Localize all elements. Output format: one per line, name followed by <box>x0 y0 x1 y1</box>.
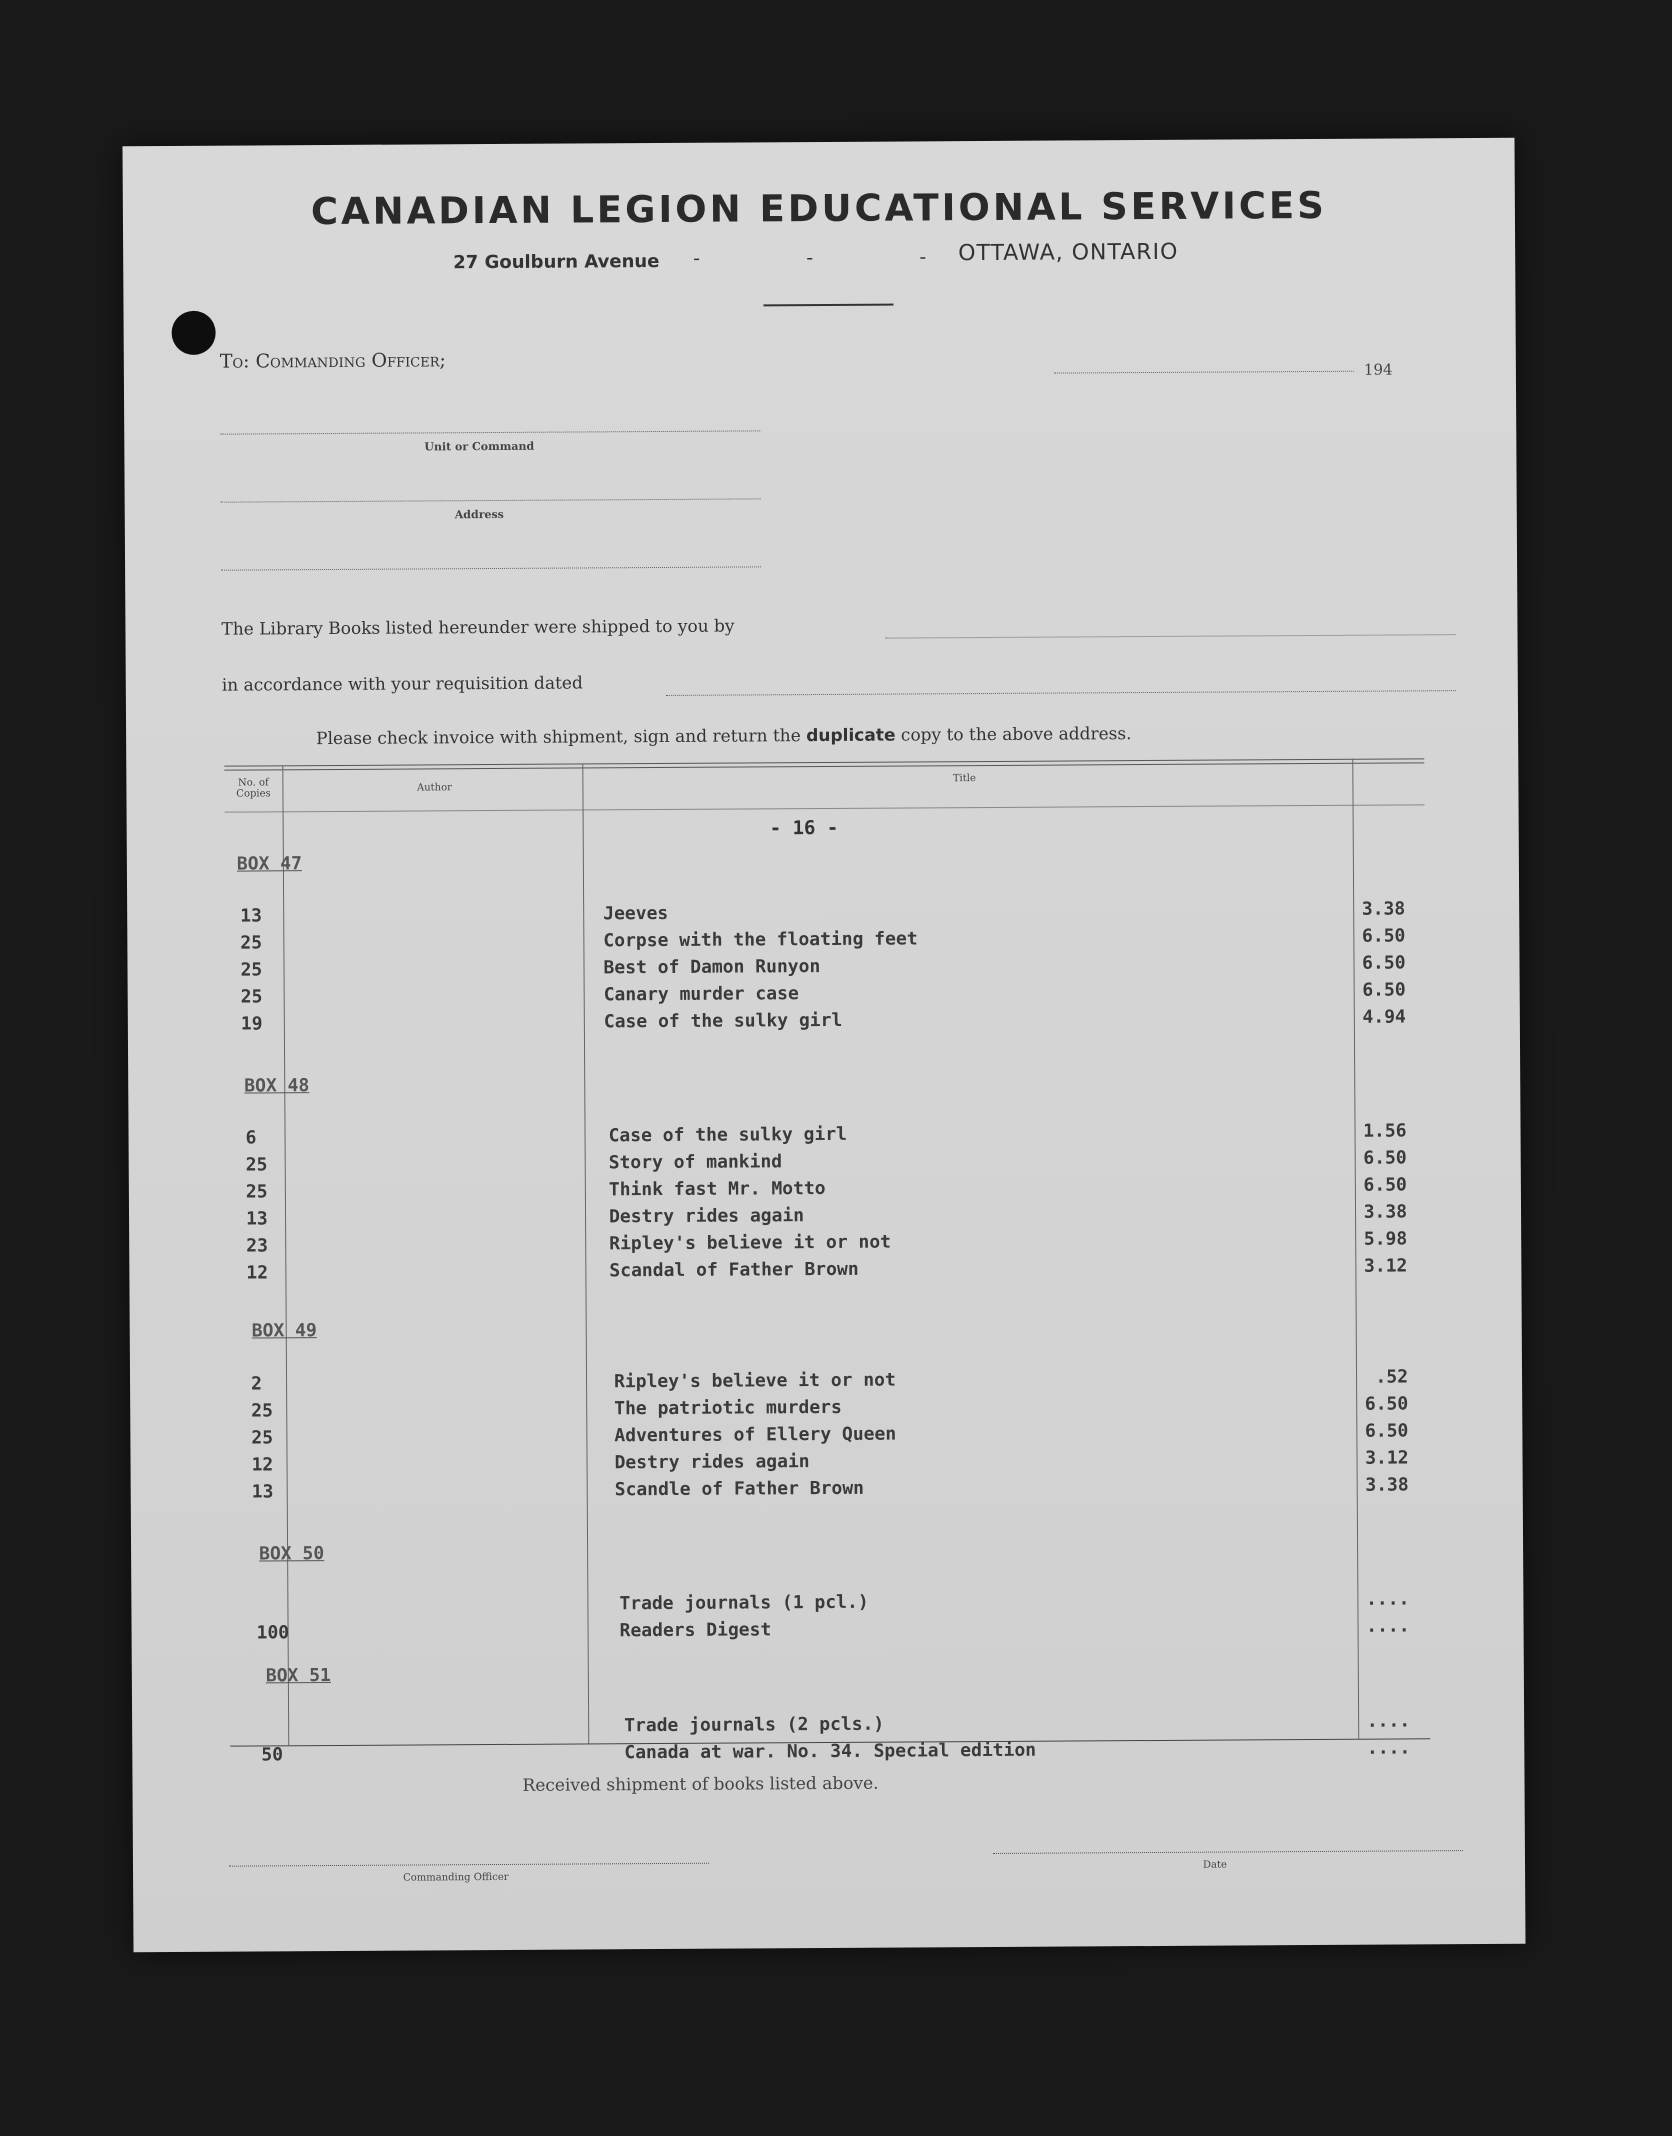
price-cell: .... <box>1365 1588 1410 1610</box>
title-cell: Canada at war. No. 34. Special edition <box>624 1739 1037 1764</box>
header-rule <box>763 304 893 307</box>
page-number: - 16 - <box>769 816 839 840</box>
city-address: OTTAWA, ONTARIO <box>958 239 1179 267</box>
address-dashes: - - - <box>693 244 977 270</box>
price-cell: .... <box>1366 1710 1411 1732</box>
title-cell: Destry rides again <box>614 1451 810 1474</box>
copies-cell: 50 <box>261 1744 284 1766</box>
copies-cell: 13 <box>240 905 262 927</box>
address-fill-line-2 <box>221 566 761 570</box>
title-cell: Scandle of Father Brown <box>614 1477 865 1501</box>
price-cell: .52 <box>1375 1366 1409 1388</box>
received-statement: Received shipment of books listed above. <box>522 1773 879 1796</box>
copies-cell: 6 <box>245 1127 257 1149</box>
title-cell: Ripley's believe it or not <box>613 1369 896 1393</box>
copies-cell: 25 <box>240 986 263 1008</box>
price-cell: 1.56 <box>1363 1120 1407 1142</box>
price-cell: 6.50 <box>1364 1420 1409 1442</box>
title-cell: Trade journals (2 pcls.) <box>624 1713 885 1737</box>
shipped-sentence: The Library Books listed hereunder were shipped to you by <box>221 616 735 640</box>
address-fill-line <box>221 498 761 502</box>
date-label: Date <box>1202 1859 1227 1871</box>
requisition-fill-line <box>666 690 1456 696</box>
col-copies-header: No. of Copies <box>236 777 271 800</box>
box-label: BOX 48 <box>244 1075 310 1097</box>
title-cell: Jeeves <box>603 902 669 925</box>
table-header-rule <box>225 804 1425 812</box>
col-author-header: Author <box>416 782 452 794</box>
box-label: BOX 50 <box>259 1543 325 1565</box>
title-cell: Corpse with the floating feet <box>603 928 918 952</box>
copies-cell: 25 <box>240 959 263 981</box>
price-cell: 3.38 <box>1365 1474 1409 1496</box>
title-cell: Story of mankind <box>608 1151 783 1174</box>
shipped-by-fill-line <box>886 634 1456 638</box>
title-cell: Adventures of Ellery Queen <box>614 1423 897 1447</box>
price-cell: 6.50 <box>1364 1393 1409 1415</box>
organization-name: CANADIAN LEGION EDUCATIONAL SERVICES <box>310 183 1328 234</box>
price-cell: .... <box>1366 1615 1410 1637</box>
unit-label: Unit or Command <box>424 439 535 454</box>
officer-label: Commanding Officer <box>403 1871 509 1884</box>
box-label: BOX 47 <box>236 853 302 875</box>
date-fill-line <box>1054 371 1354 374</box>
copies-cell: 25 <box>245 1154 268 1176</box>
price-cell: 3.38 <box>1361 898 1406 920</box>
title-cell: Case of the sulky girl <box>603 1009 843 1033</box>
requisition-sentence: in accordance with your requisition dated <box>221 673 583 696</box>
copies-cell: 19 <box>240 1013 263 1035</box>
address-label: Address <box>454 507 504 522</box>
copies-cell: 100 <box>256 1622 290 1644</box>
title-cell: Ripley's believe it or not <box>609 1231 892 1255</box>
copies-cell: 2 <box>250 1373 262 1395</box>
title-cell: Readers Digest <box>619 1619 772 1642</box>
copies-cell: 25 <box>251 1400 273 1422</box>
price-cell: 3.12 <box>1363 1255 1408 1277</box>
street-address: 27 Goulburn Avenue <box>453 250 660 274</box>
items-table <box>224 758 1430 1825</box>
title-cell: The patriotic murders <box>614 1396 842 1420</box>
title-cell: Best of Damon Runyon <box>603 956 821 979</box>
box-label: BOX 49 <box>251 1320 317 1342</box>
price-cell: 6.50 <box>1363 1147 1407 1169</box>
price-cell: 5.98 <box>1363 1228 1408 1250</box>
copies-cell: 25 <box>251 1427 274 1449</box>
price-cell: 3.38 <box>1363 1201 1408 1223</box>
invoice-sheet <box>122 138 1525 1952</box>
copies-cell: 25 <box>245 1181 268 1203</box>
title-cell: Canary murder case <box>603 983 799 1006</box>
to-label: To: Commanding Officer; <box>219 349 446 373</box>
title-cell: Scandal of Father Brown <box>609 1258 859 1282</box>
price-cell: 6.50 <box>1363 1174 1407 1196</box>
box-label: BOX 51 <box>265 1665 331 1687</box>
title-cell: Destry rides again <box>608 1205 805 1228</box>
instruction-bold: duplicate <box>806 725 896 747</box>
copies-cell: 13 <box>245 1208 268 1230</box>
price-cell: 4.94 <box>1362 1006 1406 1028</box>
copies-cell: 25 <box>240 932 263 954</box>
price-cell: 6.50 <box>1362 952 1406 974</box>
unit-fill-line <box>220 430 760 434</box>
copies-cell: 12 <box>246 1262 269 1284</box>
copies-cell: 13 <box>251 1481 274 1503</box>
price-cell: 6.50 <box>1362 979 1406 1001</box>
date-signature-line <box>993 1850 1463 1854</box>
instruction-sentence <box>316 724 1132 749</box>
title-cell: Think fast Mr. Motto <box>608 1177 826 1201</box>
price-cell: 3.12 <box>1365 1447 1409 1469</box>
copies-cell: 23 <box>246 1235 268 1257</box>
col-title-header: Title <box>952 773 976 785</box>
instruction-after: copy to the above address. <box>900 724 1132 746</box>
title-cell: Case of the sulky girl <box>608 1123 848 1147</box>
year-prefix: 194 <box>1363 360 1393 379</box>
price-cell: 6.50 <box>1361 925 1406 947</box>
officer-signature-line <box>229 1863 709 1867</box>
punch-hole <box>172 311 216 355</box>
title-cell: Trade journals (1 pcl.) <box>619 1591 869 1615</box>
instruction-before: Please check invoice with shipment, sign and return the <box>316 726 801 750</box>
price-cell: .... <box>1366 1737 1411 1759</box>
copies-cell: 12 <box>251 1454 274 1476</box>
